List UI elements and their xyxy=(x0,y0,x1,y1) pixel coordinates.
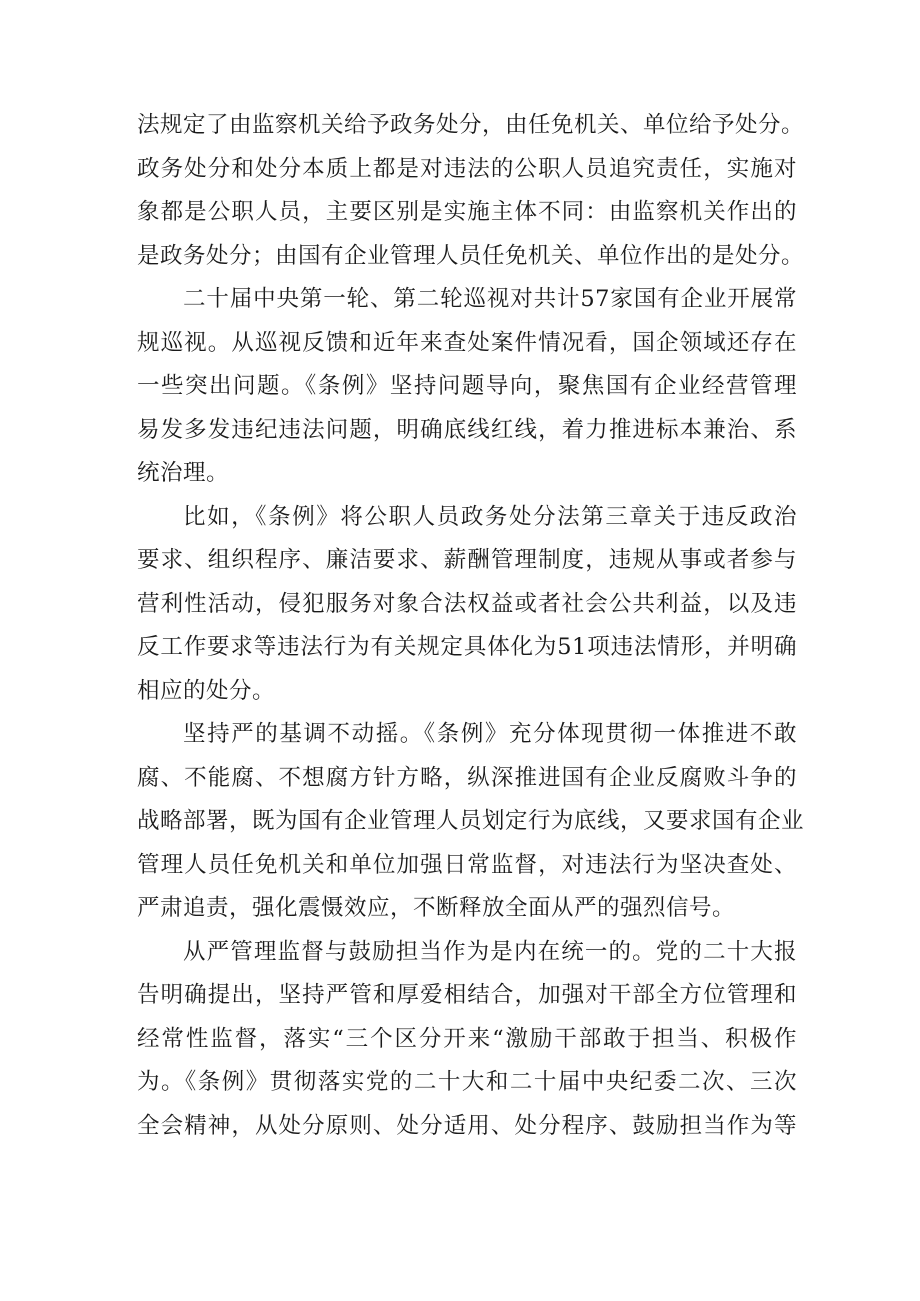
text-line: 腐、不能腐、不想腐方针方略，纵深推进国有企业反腐败斗争的 xyxy=(137,764,797,791)
paragraph xyxy=(137,496,797,714)
text-line: 规巡视。从巡视反馈和近年来查处案件情况看，国企领域还存在 xyxy=(137,329,797,356)
text-line: 告明确提出，坚持严管和厚爱相结合，加强对干部全方位管理和 xyxy=(137,982,797,1008)
text-line: 反工作要求等违法行为有关规定具体化为51项违法情形，并明确 xyxy=(137,634,797,660)
text-line: 一些突出问题。《条例》坚持问题导向，聚焦国有企业经营管理 xyxy=(137,373,797,399)
text-line: 管理人员任免机关和单位加强日常监督，对违法行为坚决查处、 xyxy=(137,851,797,878)
text-line: 要求、组织程序、廉洁要求、薪酬管理制度，违规从事或者参与 xyxy=(137,547,797,573)
document-body xyxy=(137,104,805,1148)
paragraph xyxy=(137,713,805,931)
text-line: 象都是公职人员，主要区别是实施主体不同：由监察机关作出的 xyxy=(137,199,797,225)
text-line: 相应的处分。 xyxy=(137,677,276,704)
paragraph xyxy=(137,278,797,496)
text-line: 统治理。 xyxy=(137,460,230,486)
text-line: 政务处分和处分本质上都是对违法的公职人员追究责任，实施对 xyxy=(137,155,797,182)
paragraph xyxy=(137,931,797,1149)
text-line: 经常性监督，落实“三个区分开来“激励干部敢于担当、积极作 xyxy=(137,1025,797,1052)
text-line: 为。《条例》贯彻落实党的二十大和二十届中央纪委二次、三次 xyxy=(137,1069,797,1095)
text-line: 易发多发违纪违法问题，明确底线红线，着力推进标本兼治、系 xyxy=(137,416,797,443)
text-line: 坚持严的基调不动摇。《条例》充分体现贯彻一体推进不敢 xyxy=(183,721,797,747)
text-line: 是政务处分；由国有企业管理人员任免机关、单位作出的是处分。 xyxy=(137,242,805,269)
text-line: 从严管理监督与鼓励担当作为是内在统一的。党的二十大报 xyxy=(183,938,797,965)
text-line: 法规定了由监察机关给予政务处分，由任免机关、单位给予处分。 xyxy=(137,112,805,138)
text-line: 营利性活动，侵犯服务对象合法权益或者社会公共利益，以及违 xyxy=(137,590,797,617)
paragraph xyxy=(137,104,805,278)
text-line: 比如，《条例》将公职人员政务处分法第三章关于违反政治 xyxy=(183,503,797,530)
text-line: 战略部署，既为国有企业管理人员划定行为底线，又要求国有企业 xyxy=(137,808,805,834)
text-line: 严肃追责，强化震慑效应，不断释放全面从严的强烈信号。 xyxy=(137,895,736,921)
text-line: 全会精神，从处分原则、处分适用、处分程序、鼓励担当作为等 xyxy=(137,1112,797,1139)
text-line: 二十届中央第一轮、第二轮巡视对共计57家国有企业开展常 xyxy=(183,286,797,312)
